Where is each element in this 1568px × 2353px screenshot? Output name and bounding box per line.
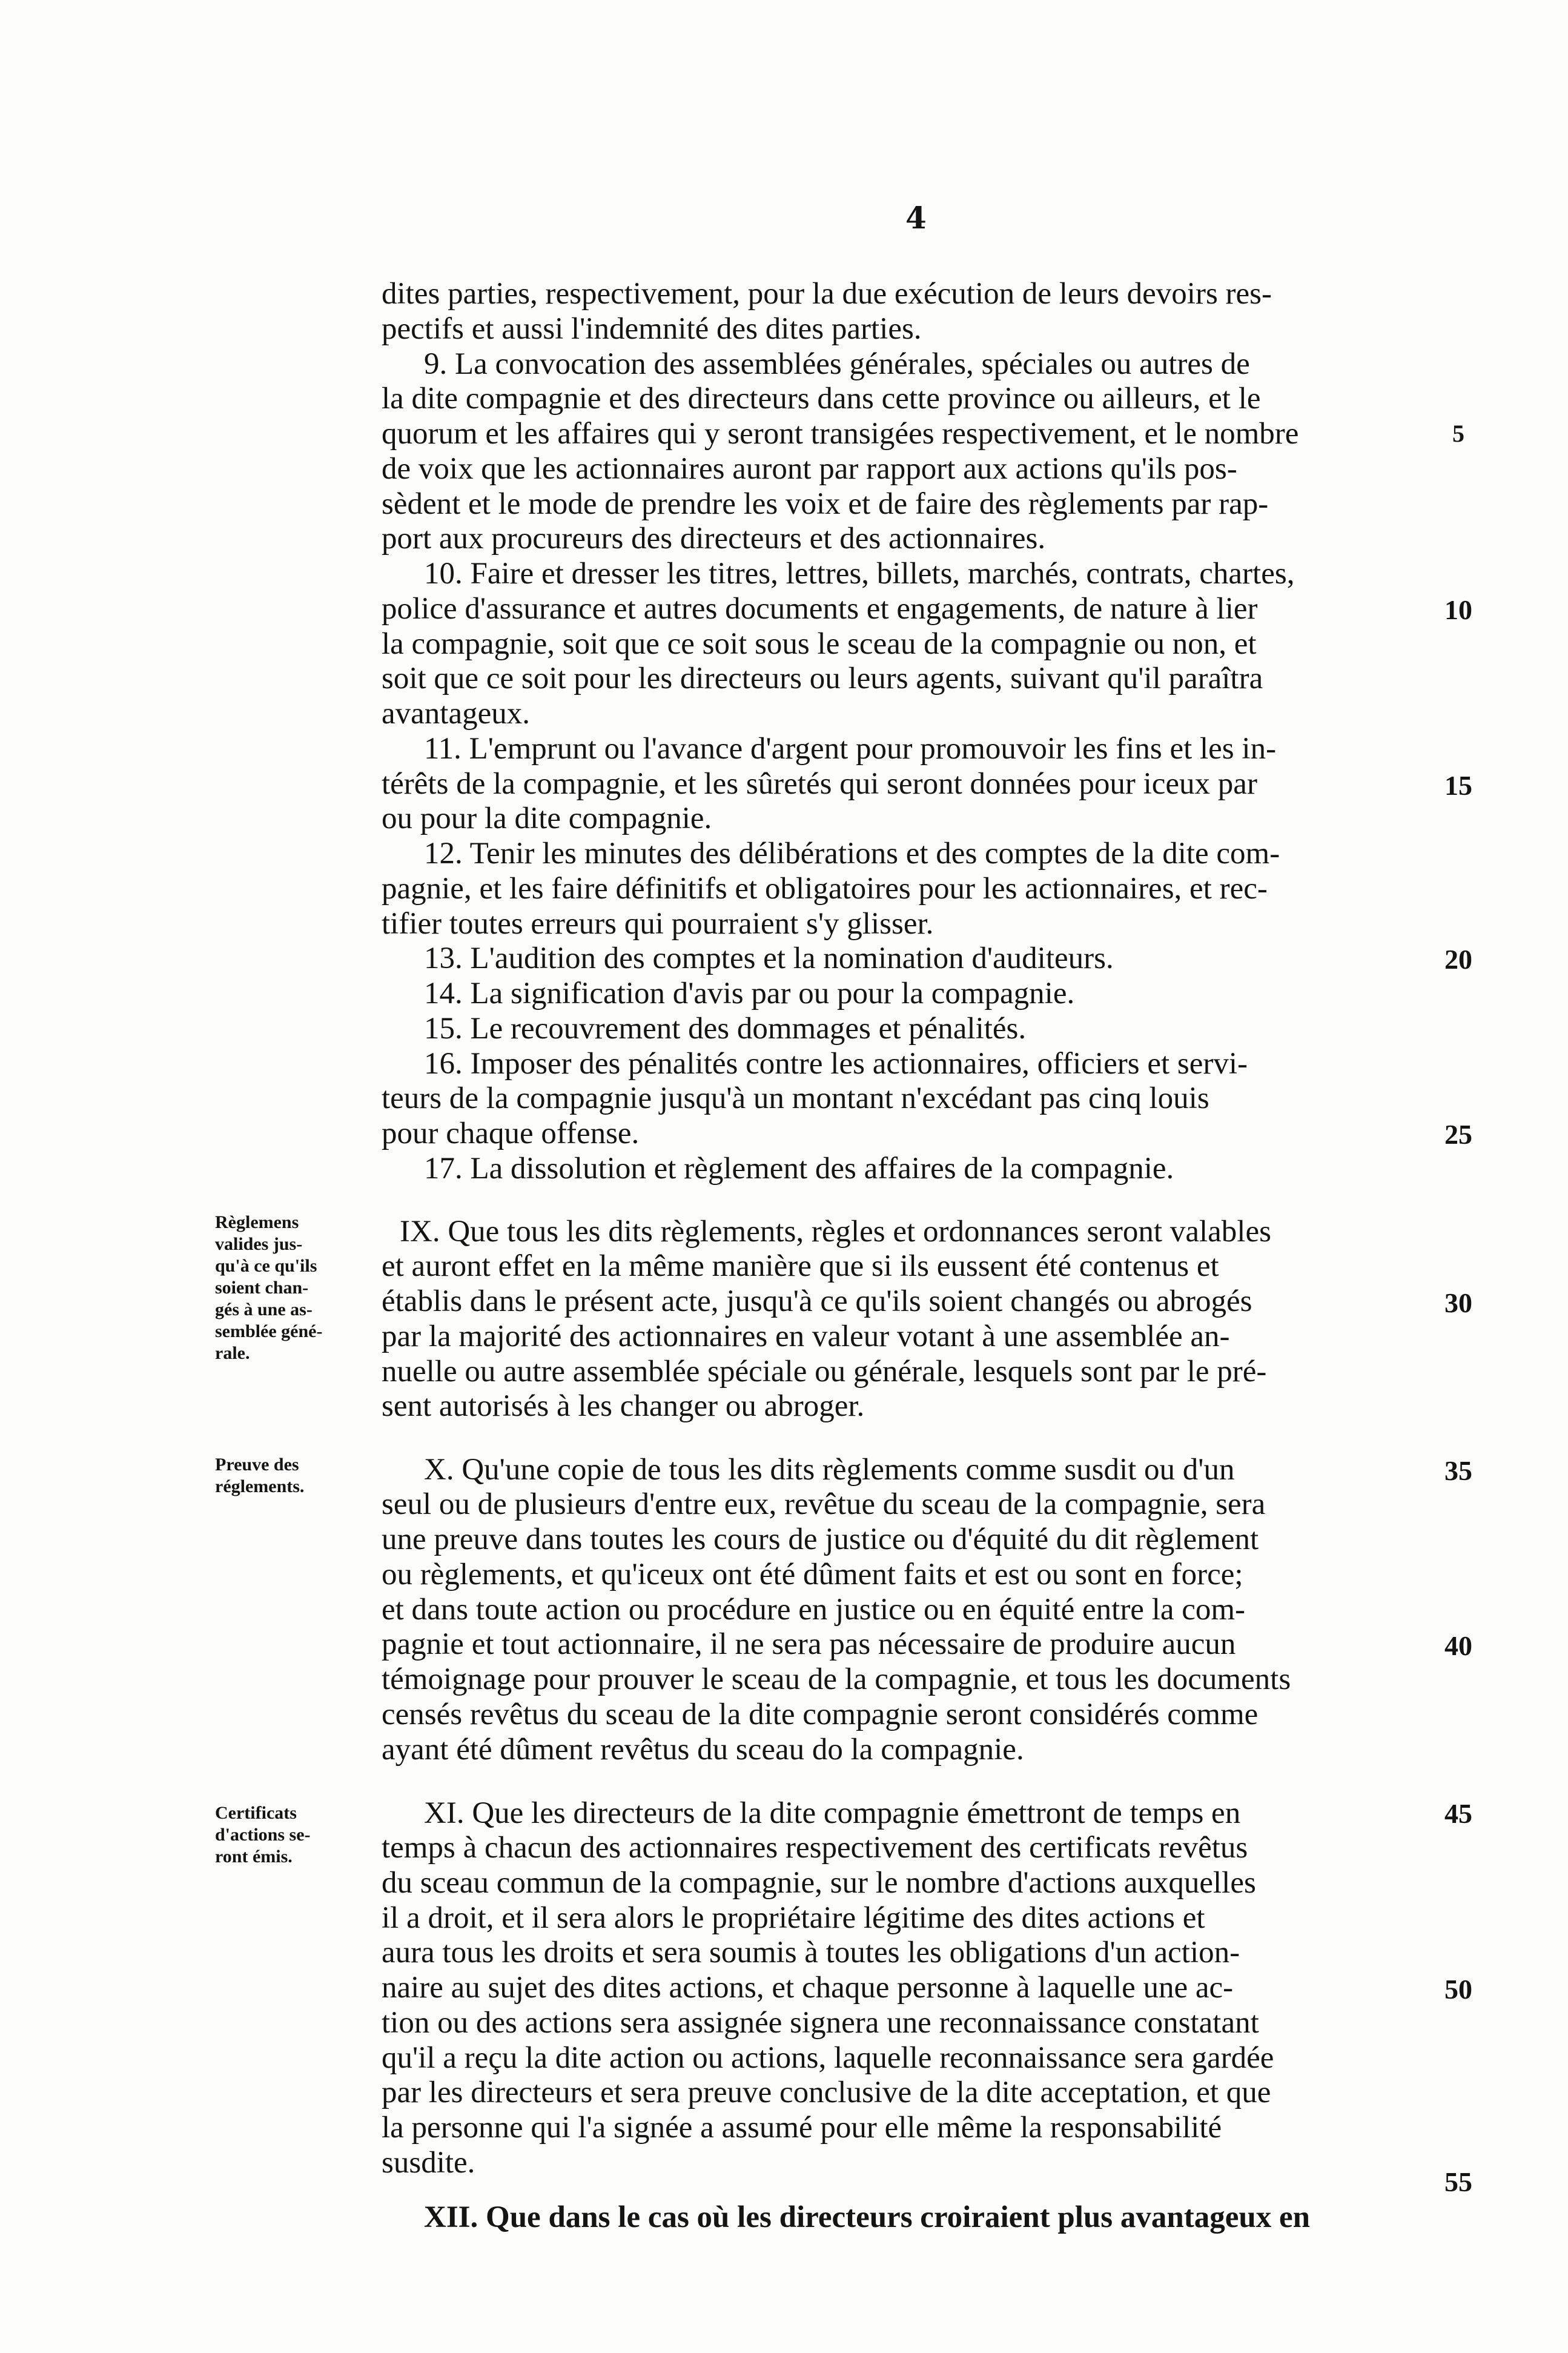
text-line: 12. Tenir les minutes des délibérations et des comptes de la dite com- [424,837,1280,871]
line-number: 50 [1444,1974,1472,2005]
line-number: 20 [1444,944,1472,975]
text-line: tion ou des actions sera assignée signera une reconnaissance constatant [382,2006,1259,2040]
text-line: censés revêtus du sceau de la dite compagnie seront considérés comme [382,1698,1259,1731]
text-line: sèdent et le mode de prendre les voix et de faire des règlements par rap- [382,487,1269,521]
text-line: pagnie, et les faire définitifs et obligatoires pour les actionnaires, et rec- [382,872,1268,906]
margin-note: Règlemens valides jus- qu'à ce qu'ils soient chan- gés à une as- semblée géné- rale. [215,1212,323,1363]
text-line: la personne qui l'a signée a assumé pour elle même la responsabilité [382,2111,1222,2145]
text-line: térêts de la compagnie, et les sûretés qui seront données pour iceux par [382,767,1257,801]
line-number: 45 [1444,1798,1472,1829]
text-line: temps à chacun des actionnaires respectivement des certificats revêtus [382,1831,1248,1865]
text-line: établis dans le présent acte, jusqu'à ce qu'ils soient changés ou abrogés [382,1284,1252,1318]
page-number: 4 [905,200,927,236]
text-line: pour chaque offense. [382,1117,640,1150]
text-line: ayant été dûment revêtus du sceau do la compagnie. [382,1733,1024,1767]
text-line: 13. L'audition des comptes et la nomination d'auditeurs. [424,941,1114,975]
line-number: 35 [1444,1455,1472,1486]
text-line: il a droit, et il sera alors le propriétaire légitime des dites actions et [382,1901,1205,1935]
text-line: témoignage pour prouver le sceau de la compagnie, et tous les documents [382,1662,1291,1696]
text-line: nuelle ou autre assemblée spéciale ou générale, lesquels sont par le pré- [382,1355,1267,1389]
line-number: 5 [1452,420,1464,447]
text-line: teurs de la compagnie jusqu'à un montant n'excédant pas cinq louis [382,1081,1209,1115]
text-line: 16. Imposer des pénalités contre les actionnaires, officiers et servi- [424,1047,1248,1081]
line-number: 15 [1444,770,1472,801]
text-line: pectifs et aussi l'indemnité des dites parties. [382,312,922,346]
text-line: une preuve dans toutes les cours de justice ou d'équité du dit règlement [382,1522,1259,1556]
text-line: seul ou de plusieurs d'entre eux, revêtue du sceau de la compagnie, sera [382,1487,1266,1521]
text-line: pagnie et tout actionnaire, il ne sera pas nécessaire de produire aucun [382,1627,1236,1661]
line-number: 55 [1444,2166,1472,2197]
margin-note: Certificats d'actions se- ront émis. [215,1803,311,1867]
line-number: 10 [1444,594,1472,625]
text-line: du sceau commun de la compagnie, sur le nombre d'actions auxquelles [382,1866,1256,1900]
text-line: 9. La convocation des assemblées générales, spéciales ou autres de [424,347,1250,381]
text-line: de voix que les actionnaires auront par rapport aux actions qu'ils pos- [382,452,1237,486]
text-line: par la majorité des actionnaires en valeur votant à une assemblée an- [382,1319,1230,1353]
text-line: sent autorisés à les changer ou abroger. [382,1389,865,1423]
text-line: la compagnie, soit que ce soit sous le sceau de la compagnie ou non, et [382,627,1257,661]
text-line: qu'il a reçu la dite action ou actions, laquelle reconnaissance sera gardée [382,2041,1274,2075]
text-line: 17. La dissolution et règlement des affaires de la compagnie. [424,1152,1174,1186]
text-line: XII. Que dans le cas où les directeurs croiraient plus avantageux en [424,2200,1310,2234]
text-line: X. Qu'une copie de tous les dits règlements comme susdit ou d'un [424,1453,1235,1487]
text-line: naire au sujet des dites actions, et chaque personne à laquelle une ac- [382,1971,1234,2005]
margin-note: Preuve des réglements. [215,1455,305,1496]
line-number: 25 [1444,1119,1472,1150]
text-line: susdite. [382,2146,475,2180]
line-number: 40 [1444,1630,1472,1661]
text-line: ou pour la dite compagnie. [382,801,712,835]
text-line: ou règlements, et qu'iceux ont été dûment faits et est ou sont en force; [382,1558,1243,1591]
text-line: 15. Le recouvrement des dommages et pénalités. [424,1012,1027,1046]
text-line: 11. L'emprunt ou l'avance d'argent pour promouvoir les fins et les in- [424,732,1277,766]
text-line: quorum et les affaires qui y seront transigées respectivement, et le nombre [382,417,1299,451]
text-line: 10. Faire et dresser les titres, lettres, billets, marchés, contrats, chartes, [424,557,1295,591]
text-line: tifier toutes erreurs qui pourraient s'y glisser. [382,907,934,941]
text-line: par les directeurs et sera preuve conclusive de la dite acceptation, et que [382,2076,1271,2109]
text-line: et dans toute action ou procédure en justice ou en équité entre la com- [382,1593,1246,1627]
text-line: et auront effet en la même manière que si ils eussent été contenus et [382,1249,1219,1283]
text-line: aura tous les droits et sera soumis à toutes les obligations d'un action- [382,1936,1240,1970]
text-line: XI. Que les directeurs de la dite compagnie émettront de temps en [424,1796,1241,1830]
text-line: port aux procureurs des directeurs et des actionnaires. [382,522,1046,556]
text-line: avantageux. [382,697,530,731]
text-line: soit que ce soit pour les directeurs ou leurs agents, suivant qu'il paraîtra [382,662,1263,695]
text-line: 14. La signification d'avis par ou pour la compagnie. [424,977,1075,1011]
text-line: IX. Que tous les dits règlements, règles et ordonnances seront valables [400,1215,1271,1249]
text-line: police d'assurance et autres documents et engagements, de nature à lier [382,592,1258,626]
text-line: la dite compagnie et des directeurs dans cette province ou ailleurs, et le [382,382,1261,416]
line-number: 30 [1444,1287,1472,1318]
text-line: dites parties, respectivement, pour la due exécution de leurs devoirs res- [382,277,1272,311]
